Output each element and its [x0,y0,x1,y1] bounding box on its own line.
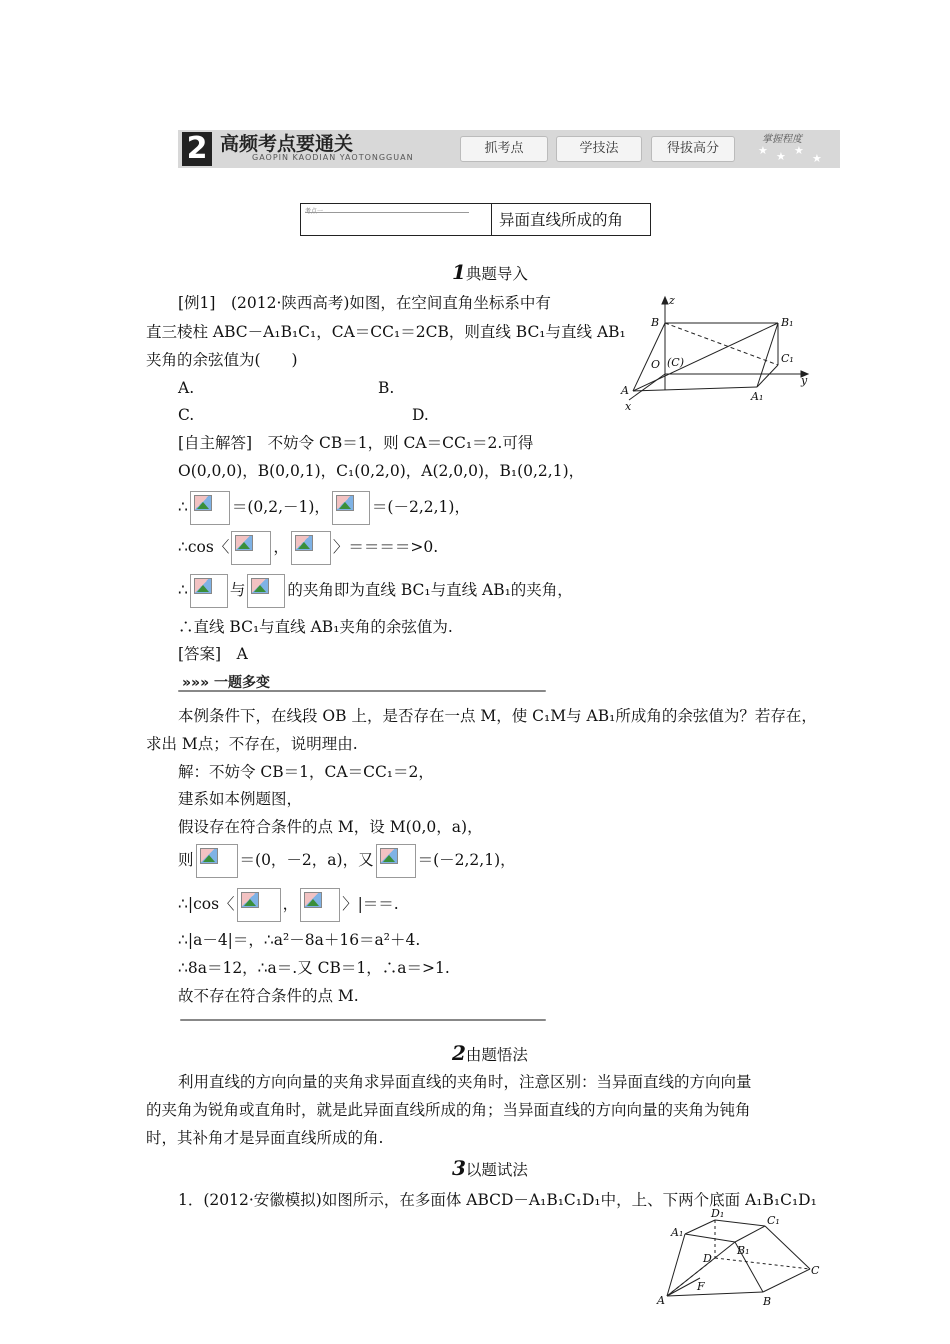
variant-line-5: 假设存在符合条件的点 M，设 M(0,0，a)， [178,818,483,836]
solution-line-3: ∴ ＝(0,2,－1)， ＝(－2,2,1)， [178,490,470,524]
star-icon: ★ [758,144,768,157]
method-line-2: 的夹角为锐角或直角时，就是此异面直线所成的角；当异面直线的方向向量的夹角为钝角 [146,1101,751,1119]
variant-header [178,674,548,692]
point-d1: D₁ [711,1207,725,1220]
variant-line-3: 解：不妨令 CB＝1，CA＝CC₁＝2， [178,763,434,781]
example-line-1: [例1] (2012·陕西高考)如图，在空间直角坐标系中有 [178,294,551,312]
polyhedron-figure [655,1206,830,1310]
method-line-1: 利用直线的方向向量的夹角求异面直线的夹角时，注意区别：当异面直线的方向向量 [178,1073,752,1091]
tab-high-score[interactable]: 得拔高分 [651,136,735,162]
example-line-3: 夹角的余弦值为( ) [146,351,298,369]
topic-underline [305,212,469,213]
star-icon: ★ [812,152,822,165]
vector-image-placeholder [190,491,230,525]
topic-title: 异面直线所成的角 [499,211,624,229]
answer-line: [答案] A [178,645,248,663]
variant-line-6: 则 ＝(0，－2，a)，又 ＝(－2,2,1)， [178,843,516,877]
section-heading-3: 3以题试法 [452,1156,528,1180]
solution-line-1: [自主解答] 不妨令 CB＝1，则 CA＝CC₁＝2.可得 [178,434,534,452]
star-icon: ★ [794,144,804,157]
variant-line-9: ∴8a＝12，∴a＝.又 CB＝1，∴a＝>1. [178,959,450,977]
tab-grasp-points[interactable]: 抓考点 [460,136,548,162]
practice-line-1: 1．(2012·安徽模拟)如图所示，在多面体 ABCD－A₁B₁C₁D₁中，上、下两个底面 A₁B₁C₁D₁ [178,1191,817,1209]
section-banner [178,130,840,168]
point-a: A [621,384,629,397]
point-b1: B₁ [737,1244,750,1257]
variant-line-7: ∴|cos〈 ， 〉|＝＝. [178,887,399,921]
method-line-3: 时，其补角才是异面直线所成的角. [146,1129,384,1147]
vector-image-placeholder [247,574,285,608]
vector-image-placeholder [190,574,228,608]
option-a: A. [178,379,195,397]
example-line-2: 直三棱柱 ABC－A₁B₁C₁，CA＝CC₁＝2CB，则直线 BC₁与直线 AB₁ [146,323,626,341]
tab-learn-methods[interactable]: 学技法 [556,136,642,162]
point-c: (C) [667,356,684,369]
banner-subtitle: GAOPIN KAODIAN YAOTONGGUAN [252,153,414,162]
vector-image-placeholder [376,844,416,878]
variant-line-2: 求出 M点；不存在，说明理由. [146,735,358,753]
variant-header-label: »»» 一题多变 [182,675,271,691]
axis-label-z: z [669,294,675,307]
point-c1: C₁ [767,1214,780,1227]
prism-figure [615,290,815,415]
vector-image-placeholder [332,491,370,525]
vector-image-placeholder [300,888,340,922]
banner-number: 2 [182,132,212,166]
vector-image-placeholder [231,531,271,565]
solution-line-5: ∴ 与 的夹角即为直线 BC₁与直线 AB₁的夹角， [178,573,573,607]
option-c: C. [178,406,195,424]
option-b: B. [378,379,395,397]
point-b1: B₁ [781,316,794,329]
solution-line-6: ∴直线 BC₁与直线 AB₁夹角的余弦值为. [178,618,453,636]
point-c1: C₁ [781,352,794,365]
axis-label-x: x [625,400,632,413]
variant-line-4: 建系如本例题图， [178,790,303,808]
banner-title: 高频考点要通关 [220,133,354,155]
vector-image-placeholder [237,888,281,922]
topic-small-label [305,206,323,215]
point-c: C [811,1264,820,1277]
variant-line-1: 本例条件下，在线段 OB 上，是否存在一点 M，使 C₁M与 AB₁所成角的余弦值为？若存在， [178,707,817,725]
section-heading-2: 2由题悟法 [452,1041,528,1065]
vector-image-placeholder [291,531,331,565]
point-a1: A₁ [671,1226,684,1239]
variant-line-10: 故不存在符合条件的点 M. [178,987,359,1005]
variant-bottom-rule [180,1019,546,1021]
point-a: A [657,1294,665,1307]
point-d: D [703,1252,712,1265]
solution-line-4: ∴cos〈 ， 〉＝＝＝＝>0. [178,530,438,564]
point-o: O [651,358,661,371]
section-heading-1: 1典题导入 [452,260,528,284]
point-a1: A₁ [751,390,764,403]
topic-divider [491,204,492,235]
star-icon: ★ [776,150,786,163]
variant-line-8: ∴|a－4|＝，∴a²－8a＋16＝a²＋4. [178,931,421,949]
mastery-label: 掌握程度 [762,134,802,145]
solution-line-2: O(0,0,0)，B(0,0,1)，C₁(0,2,0)，A(2,0,0)，B₁(0,2,1)， [178,462,585,480]
axis-label-y: y [801,374,808,387]
point-f: F [697,1280,705,1293]
point-b: B [763,1295,772,1308]
option-d: D. [412,406,429,424]
vector-image-placeholder [196,844,238,878]
topic-box [300,203,651,236]
point-b: B [651,316,660,329]
